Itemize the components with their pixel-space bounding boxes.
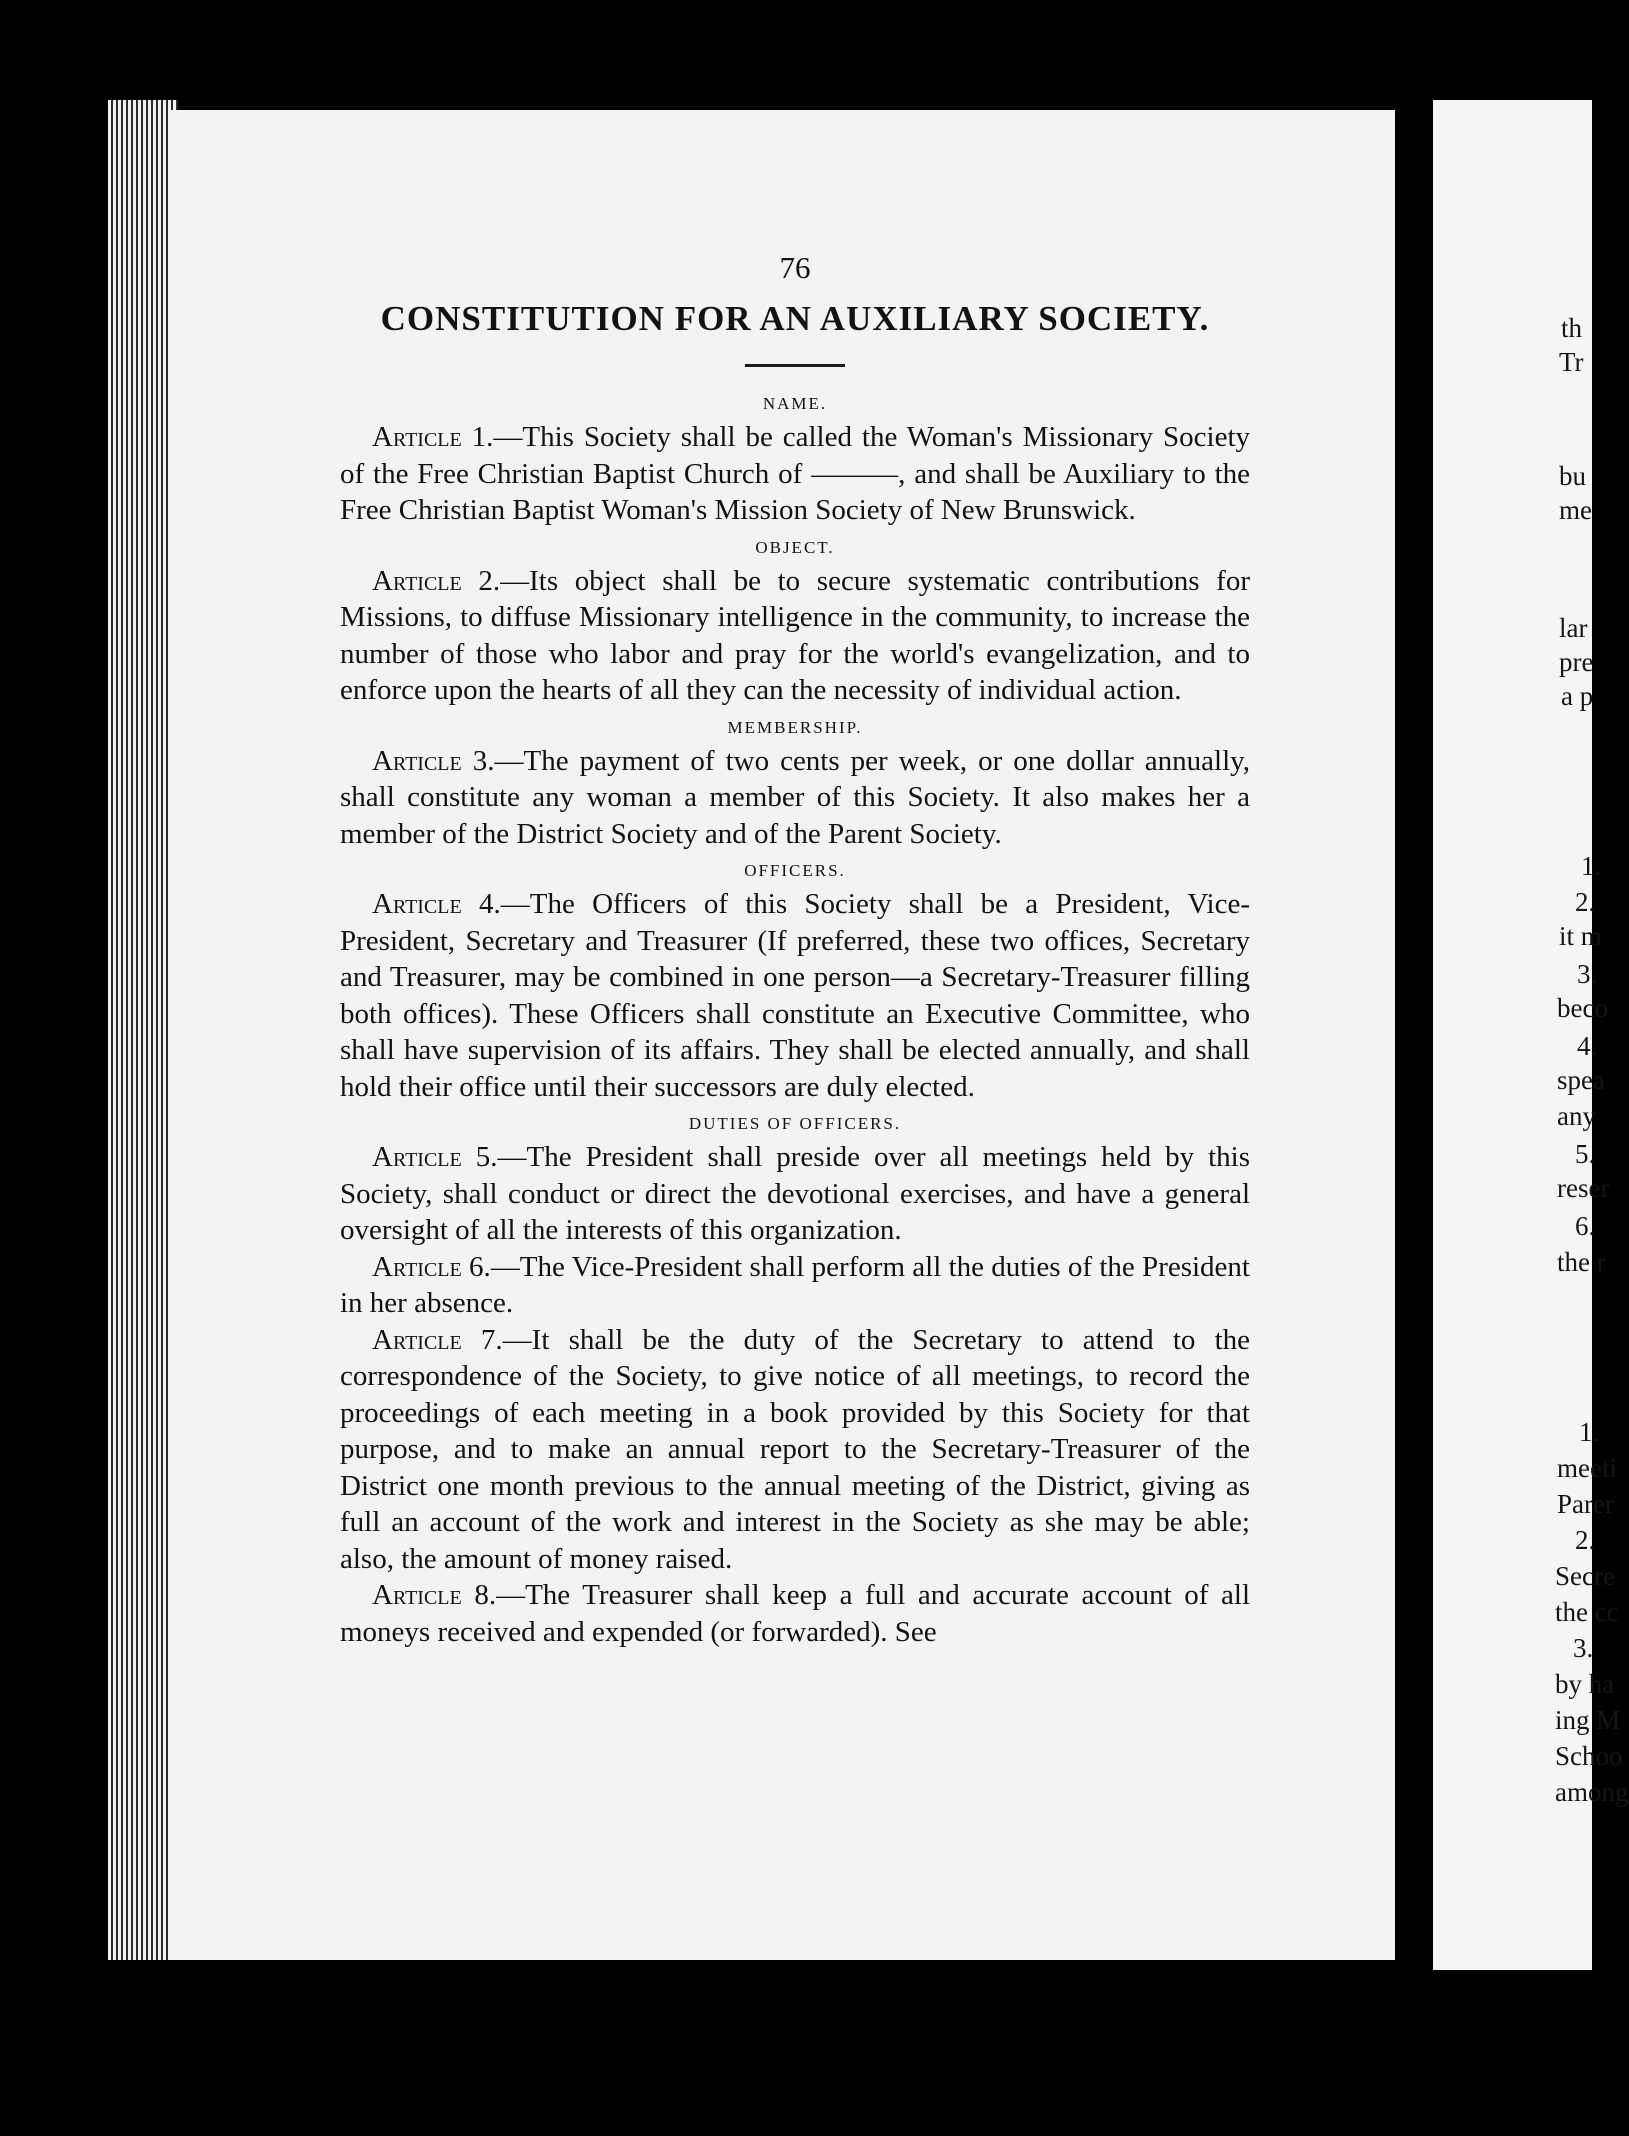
article-3 [340,743,1250,853]
article-text: —The Vice-President shall perform all the duties of the President in her absence. [340,1250,1250,1319]
right-page-fragment: bu [1559,461,1586,491]
left-page-content [340,248,1250,1650]
right-page-fragment: the cc [1555,1597,1619,1627]
article-label: Article 7. [372,1323,503,1356]
section-heading-name: NAME. [762,394,828,413]
right-page-fragment: lar [1559,613,1588,643]
page-number: 76 [779,250,811,285]
right-page-fragment: pre [1559,647,1594,677]
article-text: —The Officers of this Society shall be a President, Vice-President, Secretary and Treasurer (If preferred, these two offices, Secretary and Treasurer, may be combined in one person—a Secretary-Treasurer filling both offices). These Officers shall constitute an Executive Committee, who shall have supervision of its affairs. They shall be elected annually, and shall hold their office until their successors are duly elected. [340,888,1251,1103]
right-page-fragment: 3. [1573,1633,1594,1663]
right-page-fragment: 3. [1577,959,1598,989]
article-text: —Its object shall be to secure systematic contributions for Missions, to diffuse Missionary intelligence in the community, to increase the number of those who labor and pray for the world's evangelization, and to enforce upon the hearts of all they can the necessity of individual action. [340,564,1250,706]
right-page-fragment: ing M [1555,1705,1621,1735]
article-2 [340,563,1250,709]
section-heading-officers: OFFICERS. [744,861,846,880]
right-page-fragment: 5. [1575,1139,1596,1169]
book-gutter [1395,100,1433,1970]
right-page-fragment: 2. [1575,1525,1596,1555]
right-page-fragment: Parer [1557,1489,1614,1519]
article-label: Article 6. [372,1250,491,1283]
right-page-fragment: Schoo [1555,1741,1623,1771]
page-title: CONSTITUTION FOR AN AUXILIARY SOCIETY. [380,299,1210,338]
right-page-fragment: among [1555,1777,1629,1807]
right-page-fragment: 4. [1577,1031,1598,1061]
right-page-fragment: 1. [1581,851,1602,881]
right-page-fragment: by ha [1555,1669,1615,1699]
right-page-fragment: 1. [1579,1417,1600,1447]
article-text: —The Treasurer shall keep a full and accurate account of all moneys received and expended (or forwarded). See [340,1579,1251,1648]
right-page-fragment: 6. [1575,1211,1596,1241]
article-4 [340,886,1250,1105]
right-page-fragment: beco [1557,993,1608,1023]
article-1 [340,419,1250,529]
section-heading-duties: DUTIES OF OFFICERS. [688,1114,902,1133]
section-heading-membership: MEMBERSHIP. [727,717,863,737]
right-page-fragment: it m [1559,921,1602,951]
article-5 [340,1139,1250,1249]
article-8 [340,1577,1250,1650]
right-page-fragment: the r [1557,1247,1606,1277]
article-6 [340,1249,1250,1322]
right-page-fragment: 2. [1575,887,1596,917]
article-text: —The President shall preside over all meetings held by this Society, shall conduct or direct the devotional exercises, and have a general oversight of all the interests of this organization. [340,1141,1251,1246]
article-label: Article 1. [372,421,494,453]
article-label: Article 8. [372,1579,497,1611]
right-page [1433,100,1629,1970]
right-page-fragment: a p [1561,681,1594,711]
right-page-fragment: reser [1557,1173,1610,1203]
right-page-fragment: meeti [1557,1453,1617,1483]
article-label: Article 2. [372,564,501,597]
section-heading-object: OBJECT. [755,537,835,557]
article-text: —This Society shall be called the Woman's Missionary Society of the Free Christian Baptist Church of ———, and shall be Auxiliary to the Free Christian Baptist Woman's Mission Society of New Brunswick. [340,421,1251,526]
article-7 [340,1322,1250,1578]
right-page-fragment: any [1557,1101,1596,1131]
right-page-fragment: th [1561,313,1583,343]
right-page-fragment: Tr [1559,347,1584,377]
article-text: —The payment of two cents per week, or one dollar annually, shall constitute any woman a member of this Society. It also makes her a member of the District Society and of the Parent Society. [340,744,1250,850]
article-label: Article 5. [372,1141,498,1173]
scan-border-bottom [0,1975,1592,2136]
title-divider [745,364,845,367]
article-text: —It shall be the duty of the Secretary to attend to the correspondence of the Society, to give notice of all meetings, to record the proceedings of each meeting in a book provided by this Society for that purpose, and to make an annual report to the Secretary-Treasurer of the District one month previous to the annual meeting of the District, giving as full an account of the work and interest in the Society as she may be able; also, the amount of money raised. [340,1323,1250,1575]
right-page-fragment: me [1559,495,1592,525]
right-page-fragment: spea [1557,1065,1605,1095]
article-label: Article 3. [372,744,495,777]
article-label: Article 4. [372,888,501,920]
right-page-fragment: Secre [1555,1561,1615,1591]
